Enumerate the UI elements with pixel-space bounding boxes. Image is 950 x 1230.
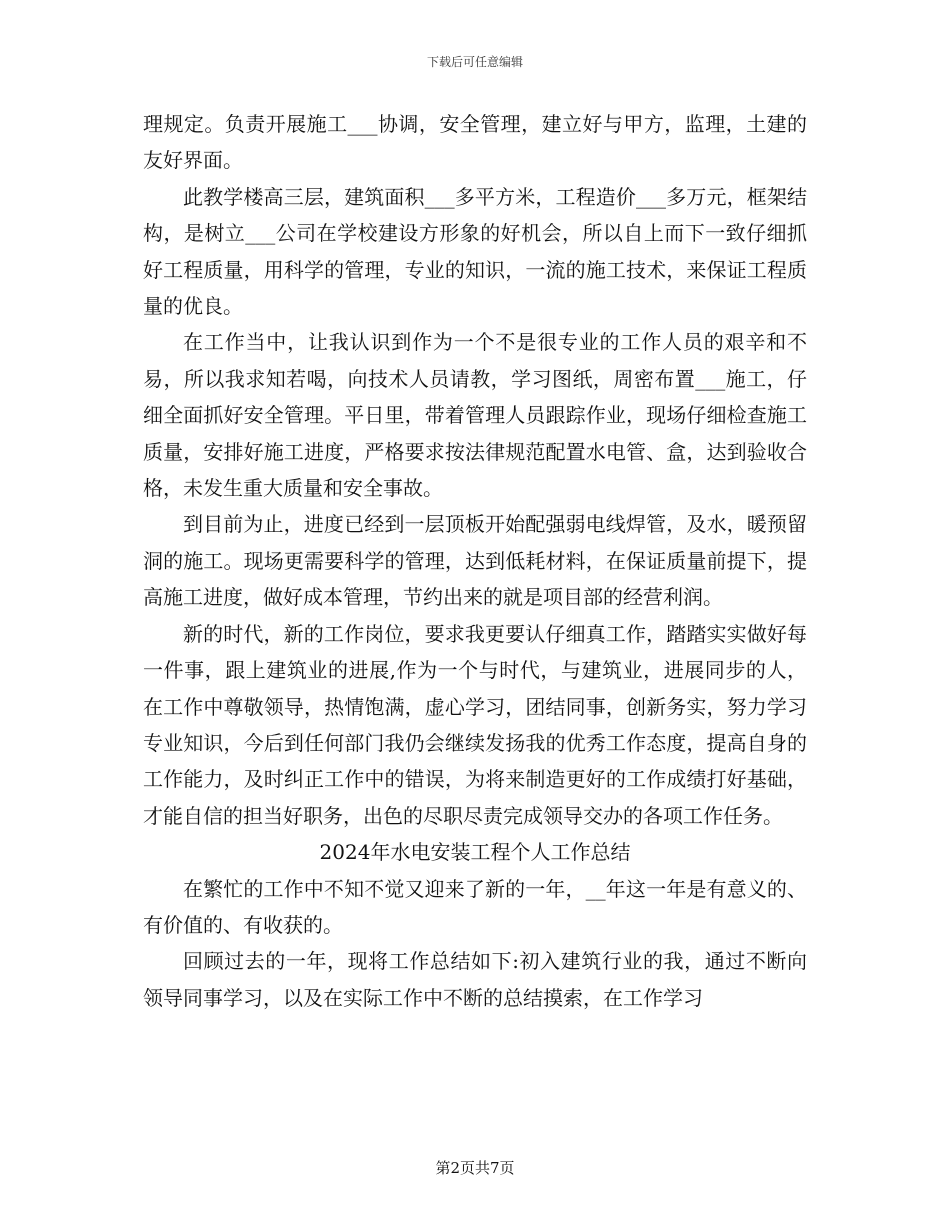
paragraph-3: 在工作当中，让我认识到作为一个不是很专业的工作人员的艰辛和不易，所以我求知若喝，向技术人员请教，学习图纸，周密布置___施工，仔细全面抓好安全管理。平日里，带着管理人员跟踪作业，现场仔细检查施工质量，安排好施工进度，严格要求按法律规范配置水电管、盒，达到验收合格，未发生重大质量和安全事故。 <box>143 330 807 501</box>
paragraph-1: 理规定。负责开展施工___协调，安全管理，建立好与甲方，监理，土建的友好界面。 <box>143 112 807 173</box>
paragraph-7: 回顾过去的一年，现将工作总结如下:初入建筑行业的我，通过不断向领导同事学习，以及在实际工作中不断的总结摸索，在工作学习 <box>143 949 807 1010</box>
paragraph-2: 此教学楼高三层，建筑面积___多平方米，工程造价___多万元，框架结构，是树立___公司在学校建设方形象的好机会，所以自上而下一致仔细抓好工程质量，用科学的管理，专业的知识，一流的施工技术，来保证工程质量的优良。 <box>143 184 807 319</box>
document-body <box>143 106 807 1016</box>
paragraph-6: 在繁忙的工作中不知不觉又迎来了新的一年，__年这一年是有意义的、有价值的、有收获的。 <box>143 876 807 937</box>
page-number: 第2页共7页 <box>435 1159 515 1177</box>
section-title: 2024年水电安装工程个人工作总结 <box>319 840 631 865</box>
paragraph-4: 到目前为止，进度已经到一层顶板开始配强弱电线焊管，及水，暖预留洞的施工。现场更需要科学的管理，达到低耗材料，在保证质量前提下，提高施工进度，做好成本管理，节约出来的就是项目部的经营利润。 <box>143 512 807 610</box>
paragraph-5: 新的时代，新的工作岗位，要求我更要认仔细真工作，踏踏实实做好每一件事，跟上建筑业的进展,作为一个与时代，与建筑业，进展同步的人，在工作中尊敬领导，热情饱满，虚心学习，团结同事，创新务实，努力学习专业知识，今后到任何部门我仍会继续发扬我的优秀工作态度，提高自身的工作能力，及时纠正工作中的错误，为将来制造更好的工作成绩打好基础，才能自信的担当好职务，出色的尽职尽责完成领导交办的各项工作任务。 <box>143 621 807 828</box>
page-header: 下载后可任意编辑 <box>426 55 523 69</box>
